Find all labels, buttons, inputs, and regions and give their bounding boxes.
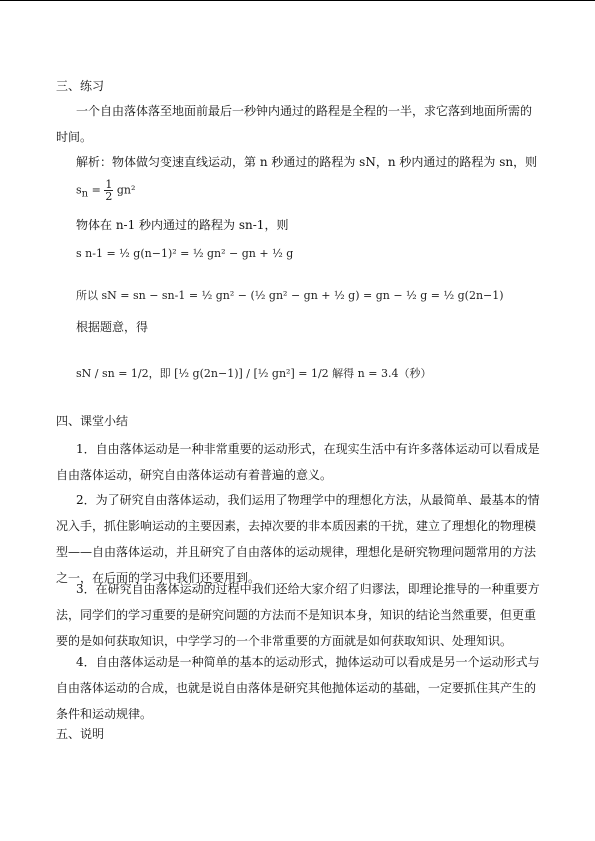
eq1-den: 2 (105, 190, 113, 203)
summary-item-3: 3．在研究自由落体运动的过程中我们还给大家介绍了归谬法，即理论推导的一种重要方法，同学们的学习重要的是研究问题的方法而不是知识本身，知识的结论当然重要，但更重要的是如何获取知识，中学学习的一个非常重要的方面就是如何获取知识、处理知识。 (56, 582, 540, 648)
summary-item-4: 4．自由落体运动是一种简单的基本的运动形式，抛体运动可以看成是另一个运动形式与自由落体运动的合成，也就是说自由落体是研究其他抛体运动的基础，一定要抓住其产生的条件和运动规律。 (56, 655, 540, 721)
line2-text: 物体在 n-1 秒内通过的路程为 sn-1，则 (76, 218, 289, 232)
problem-text: 一个自由落体落至地面前最后一秒钟内通过的路程是全程的一半，求它落到地面所需的时间。 (56, 104, 533, 144)
section4-heading: 四、课堂小结 (56, 414, 129, 428)
equation-ratio: sN / sn = 1/2，即 [½ g(2n−1)] / [½ gn²] = 1/2 解得 n = 3.4（秒） (76, 367, 432, 380)
summary-item-2: 2．为了研究自由落体运动，我们运用了物理学中的理想化方法，从最简单、最基本的情况入手，抓住影响运动的主要因素，去掉次要的非本质因素的干扰，建立了理想化的物理模型——自由落体运动，并且研究了自由落体的运动规律，理想化是研究物理问题常用的方法之一，在后面的学习中我们还要用到。 (56, 493, 540, 585)
summary-item-1: 1．自由落体运动是一种非常重要的运动形式，在现实生活中有许多落体运动可以看成是自由落体运动，研究自由落体运动有着普遍的意义。 (56, 442, 540, 482)
equation-sN: 所以 sN = sn − sn-1 = ½ gn² − (½ gn² − gn + ½ g) = gn − ½ g = ½ g(2n−1) (76, 289, 504, 302)
section5-heading: 五、说明 (56, 727, 105, 741)
equation-sn-1: s n-1 = ½ g(n−1)² = ½ gn² − gn + ½ g (76, 247, 294, 260)
eq1-sub: n (81, 188, 89, 200)
section3-heading: 三、练习 (56, 79, 105, 93)
eq1-num: 1 (105, 178, 113, 191)
eq1-eq: = (91, 183, 101, 197)
top-rule (0, 0, 595, 1)
analysis-text: 解析：物体做匀变速直线运动，第 n 秒通过的路程为 sN，n 秒内通过的路程为 sn，则 (76, 155, 538, 169)
eq1-fraction (104, 179, 113, 202)
line3-text: 根据题意，得 (76, 320, 149, 334)
equation-sn (76, 179, 135, 202)
eq1-rhs: gn² (116, 183, 136, 197)
eq1-lhs: s (76, 183, 82, 197)
